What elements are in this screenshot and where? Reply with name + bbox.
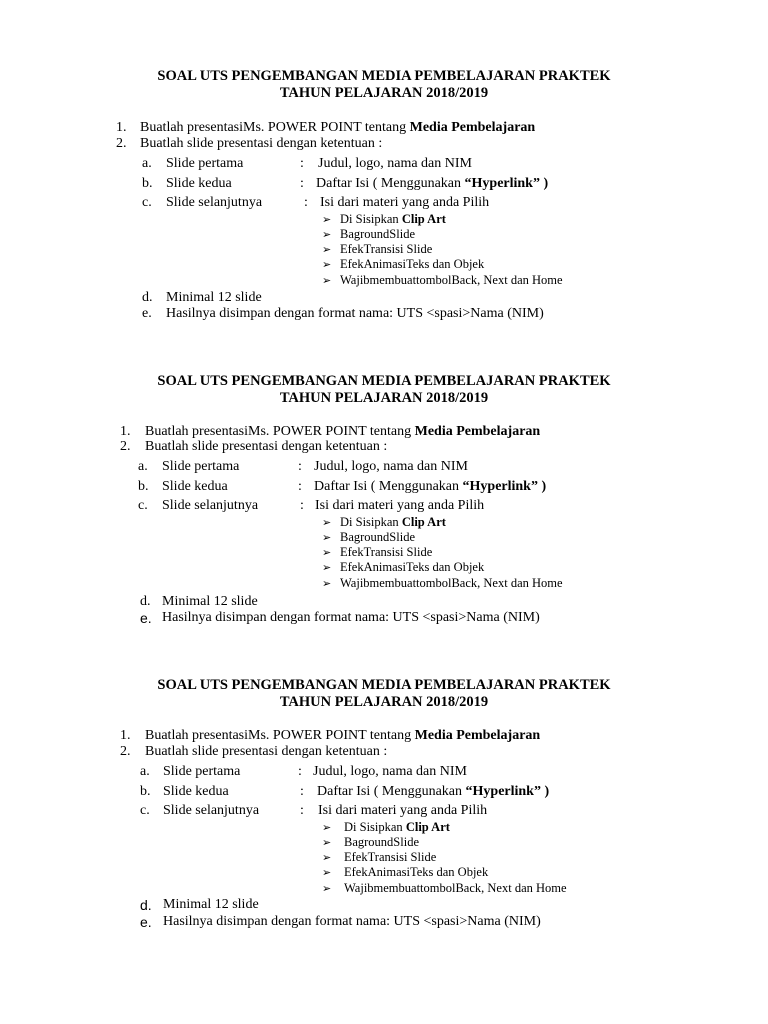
colon-a: :	[300, 156, 304, 171]
arrow-bullet-icon: ➢	[322, 866, 332, 879]
bullet-item	[322, 242, 432, 257]
item-2: Buatlah slide presentasi dengan ketentuan :	[145, 439, 388, 454]
arrow-bullet-icon: ➢	[322, 243, 332, 256]
slide-c-label: Slide selanjutnya	[166, 195, 263, 210]
arrow-bullet-icon: ➢	[322, 836, 332, 849]
bullet-text: EfekAnimasiTeks dan Objek	[340, 560, 485, 574]
arrow-bullet-icon: ➢	[322, 516, 332, 529]
sub-letter-a: a.	[140, 764, 150, 779]
bullet-text: WajibmembuattombolBack, Next dan Home	[340, 576, 563, 590]
item-1-bold: Media Pembelajaran	[409, 120, 536, 135]
item-1	[145, 424, 540, 440]
sub-letter-b: b.	[142, 176, 153, 191]
bullet-text: WajibmembuattombolBack, Next dan Home	[340, 273, 563, 287]
colon-b: :	[300, 176, 304, 191]
bullet-text: EfekTransisi Slide	[344, 850, 437, 864]
arrow-bullet-icon: ➢	[322, 821, 332, 834]
colon-b: :	[300, 784, 304, 799]
bullet-bold: Clip Art	[401, 515, 446, 529]
section-title-line1: SOAL UTS PENGEMBANGAN MEDIA PEMBELAJARAN PRAKTEK	[157, 68, 611, 84]
bullet-item	[322, 850, 436, 865]
arrow-bullet-icon: ➢	[322, 546, 332, 559]
bullet-text: WajibmembuattombolBack, Next dan Home	[344, 881, 567, 895]
slide-c-value: Isi dari materi yang anda Pilih	[320, 195, 490, 210]
bullet-text: BagroundSlide	[340, 530, 415, 544]
item-1	[140, 120, 535, 136]
item-d: Minimal 12 slide	[162, 594, 258, 609]
colon-c: :	[304, 195, 308, 210]
item-number-1: 1.	[116, 120, 127, 135]
arrow-bullet-icon: ➢	[322, 258, 332, 271]
item-e: Hasilnya disimpan dengan format nama: UTS <spasi>Nama (NIM)	[166, 306, 544, 321]
bullet-item	[322, 820, 450, 835]
item-1-bold: Media Pembelajaran	[414, 728, 541, 743]
sub-letter-d: d.	[140, 897, 152, 913]
item-e: Hasilnya disimpan dengan format nama: UTS <spasi>Nama (NIM)	[163, 914, 541, 929]
arrow-bullet-icon: ➢	[322, 274, 332, 287]
sub-letter-e: e.	[140, 914, 152, 930]
slide-c-value: Isi dari materi yang anda Pilih	[318, 803, 488, 818]
slide-b-label: Slide kedua	[162, 479, 228, 494]
sub-letter-c: c.	[140, 803, 150, 818]
slide-b-label: Slide kedua	[163, 784, 229, 799]
item-1	[145, 728, 540, 744]
item-d: Minimal 12 slide	[163, 897, 259, 912]
section-title-line1: SOAL UTS PENGEMBANGAN MEDIA PEMBELAJARAN PRAKTEK	[157, 373, 611, 389]
arrow-bullet-icon: ➢	[322, 213, 332, 226]
arrow-bullet-icon: ➢	[322, 228, 332, 241]
colon-c: :	[300, 498, 304, 513]
bullet-item	[322, 515, 446, 530]
bullet-text: EfekTransisi Slide	[340, 242, 433, 256]
item-1-text: Buatlah presentasiMs. POWER POINT tentang	[145, 728, 415, 743]
sub-letter-b: b.	[140, 784, 151, 799]
sub-letter-a: a.	[138, 459, 148, 474]
arrow-bullet-icon: ➢	[322, 851, 332, 864]
sub-letter-c: c.	[142, 195, 152, 210]
slide-a-value: Judul, logo, nama dan NIM	[318, 156, 472, 171]
bullet-text: EfekAnimasiTeks dan Objek	[344, 865, 489, 879]
hyperlink-bold: “Hyperlink” )	[464, 176, 549, 191]
bullet-item	[322, 227, 415, 242]
bullet-text: EfekTransisi Slide	[340, 545, 433, 559]
slide-a-label: Slide pertama	[163, 764, 241, 779]
slide-b-value	[314, 479, 546, 495]
bullet-item	[322, 212, 446, 227]
item-2: Buatlah slide presentasi dengan ketentuan :	[145, 744, 388, 759]
section-title-line2: TAHUN PELAJARAN 2018/2019	[279, 85, 489, 101]
item-number-2: 2.	[120, 439, 131, 454]
slide-b-value-text: Daftar Isi ( Menggunakan	[317, 784, 466, 799]
hyperlink-bold: “Hyperlink” )	[462, 479, 547, 494]
arrow-bullet-icon: ➢	[322, 531, 332, 544]
bullet-text: Di Sisipkan	[340, 515, 402, 529]
arrow-bullet-icon: ➢	[322, 561, 332, 574]
slide-c-value: Isi dari materi yang anda Pilih	[315, 498, 485, 513]
slide-a-label: Slide pertama	[166, 156, 244, 171]
bullet-item	[322, 865, 488, 880]
item-d: Minimal 12 slide	[166, 290, 262, 305]
slide-a-label: Slide pertama	[162, 459, 240, 474]
slide-b-value	[316, 176, 548, 192]
bullet-item	[322, 881, 567, 896]
sub-letter-e: e.	[142, 306, 152, 321]
item-number-1: 1.	[120, 728, 131, 743]
bullet-item	[322, 576, 563, 591]
arrow-bullet-icon: ➢	[322, 577, 332, 590]
item-number-1: 1.	[120, 424, 131, 439]
bullet-item	[322, 545, 432, 560]
bullet-text: BagroundSlide	[344, 835, 419, 849]
slide-b-label: Slide kedua	[166, 176, 232, 191]
bullet-text: EfekAnimasiTeks dan Objek	[340, 257, 485, 271]
item-1-bold: Media Pembelajaran	[414, 424, 541, 439]
slide-c-label: Slide selanjutnya	[162, 498, 259, 513]
sub-letter-d: d.	[140, 594, 151, 609]
sub-letter-e: e.	[140, 610, 152, 626]
bullet-text: Di Sisipkan	[344, 820, 406, 834]
colon-b: :	[298, 479, 302, 494]
section-title-line1: SOAL UTS PENGEMBANGAN MEDIA PEMBELAJARAN PRAKTEK	[157, 677, 611, 693]
section-title-line2: TAHUN PELAJARAN 2018/2019	[279, 694, 489, 710]
item-2: Buatlah slide presentasi dengan ketentuan :	[140, 136, 383, 151]
bullet-item	[322, 273, 563, 288]
bullet-bold: Clip Art	[401, 212, 446, 226]
slide-b-value-text: Daftar Isi ( Menggunakan	[316, 176, 465, 191]
colon-a: :	[298, 459, 302, 474]
slide-a-value: Judul, logo, nama dan NIM	[313, 764, 467, 779]
slide-b-value-text: Daftar Isi ( Menggunakan	[314, 479, 463, 494]
bullet-item	[322, 560, 484, 575]
bullet-item	[322, 257, 484, 272]
bullet-item	[322, 835, 419, 850]
bullet-text: Di Sisipkan	[340, 212, 402, 226]
sub-letter-a: a.	[142, 156, 152, 171]
bullet-text: BagroundSlide	[340, 227, 415, 241]
slide-a-value: Judul, logo, nama dan NIM	[314, 459, 468, 474]
section-title-line2: TAHUN PELAJARAN 2018/2019	[279, 390, 489, 406]
slide-c-label: Slide selanjutnya	[163, 803, 260, 818]
colon-a: :	[298, 764, 302, 779]
item-1-text: Buatlah presentasiMs. POWER POINT tentang	[140, 120, 410, 135]
item-number-2: 2.	[120, 744, 131, 759]
colon-c: :	[300, 803, 304, 818]
item-number-2: 2.	[116, 136, 127, 151]
bullet-bold: Clip Art	[405, 820, 450, 834]
sub-letter-b: b.	[138, 479, 149, 494]
sub-letter-d: d.	[142, 290, 153, 305]
bullet-item	[322, 530, 415, 545]
hyperlink-bold: “Hyperlink” )	[465, 784, 550, 799]
sub-letter-c: c.	[138, 498, 148, 513]
item-e: Hasilnya disimpan dengan format nama: UTS <spasi>Nama (NIM)	[162, 610, 540, 625]
arrow-bullet-icon: ➢	[322, 882, 332, 895]
slide-b-value	[317, 784, 549, 800]
item-1-text: Buatlah presentasiMs. POWER POINT tentang	[145, 424, 415, 439]
